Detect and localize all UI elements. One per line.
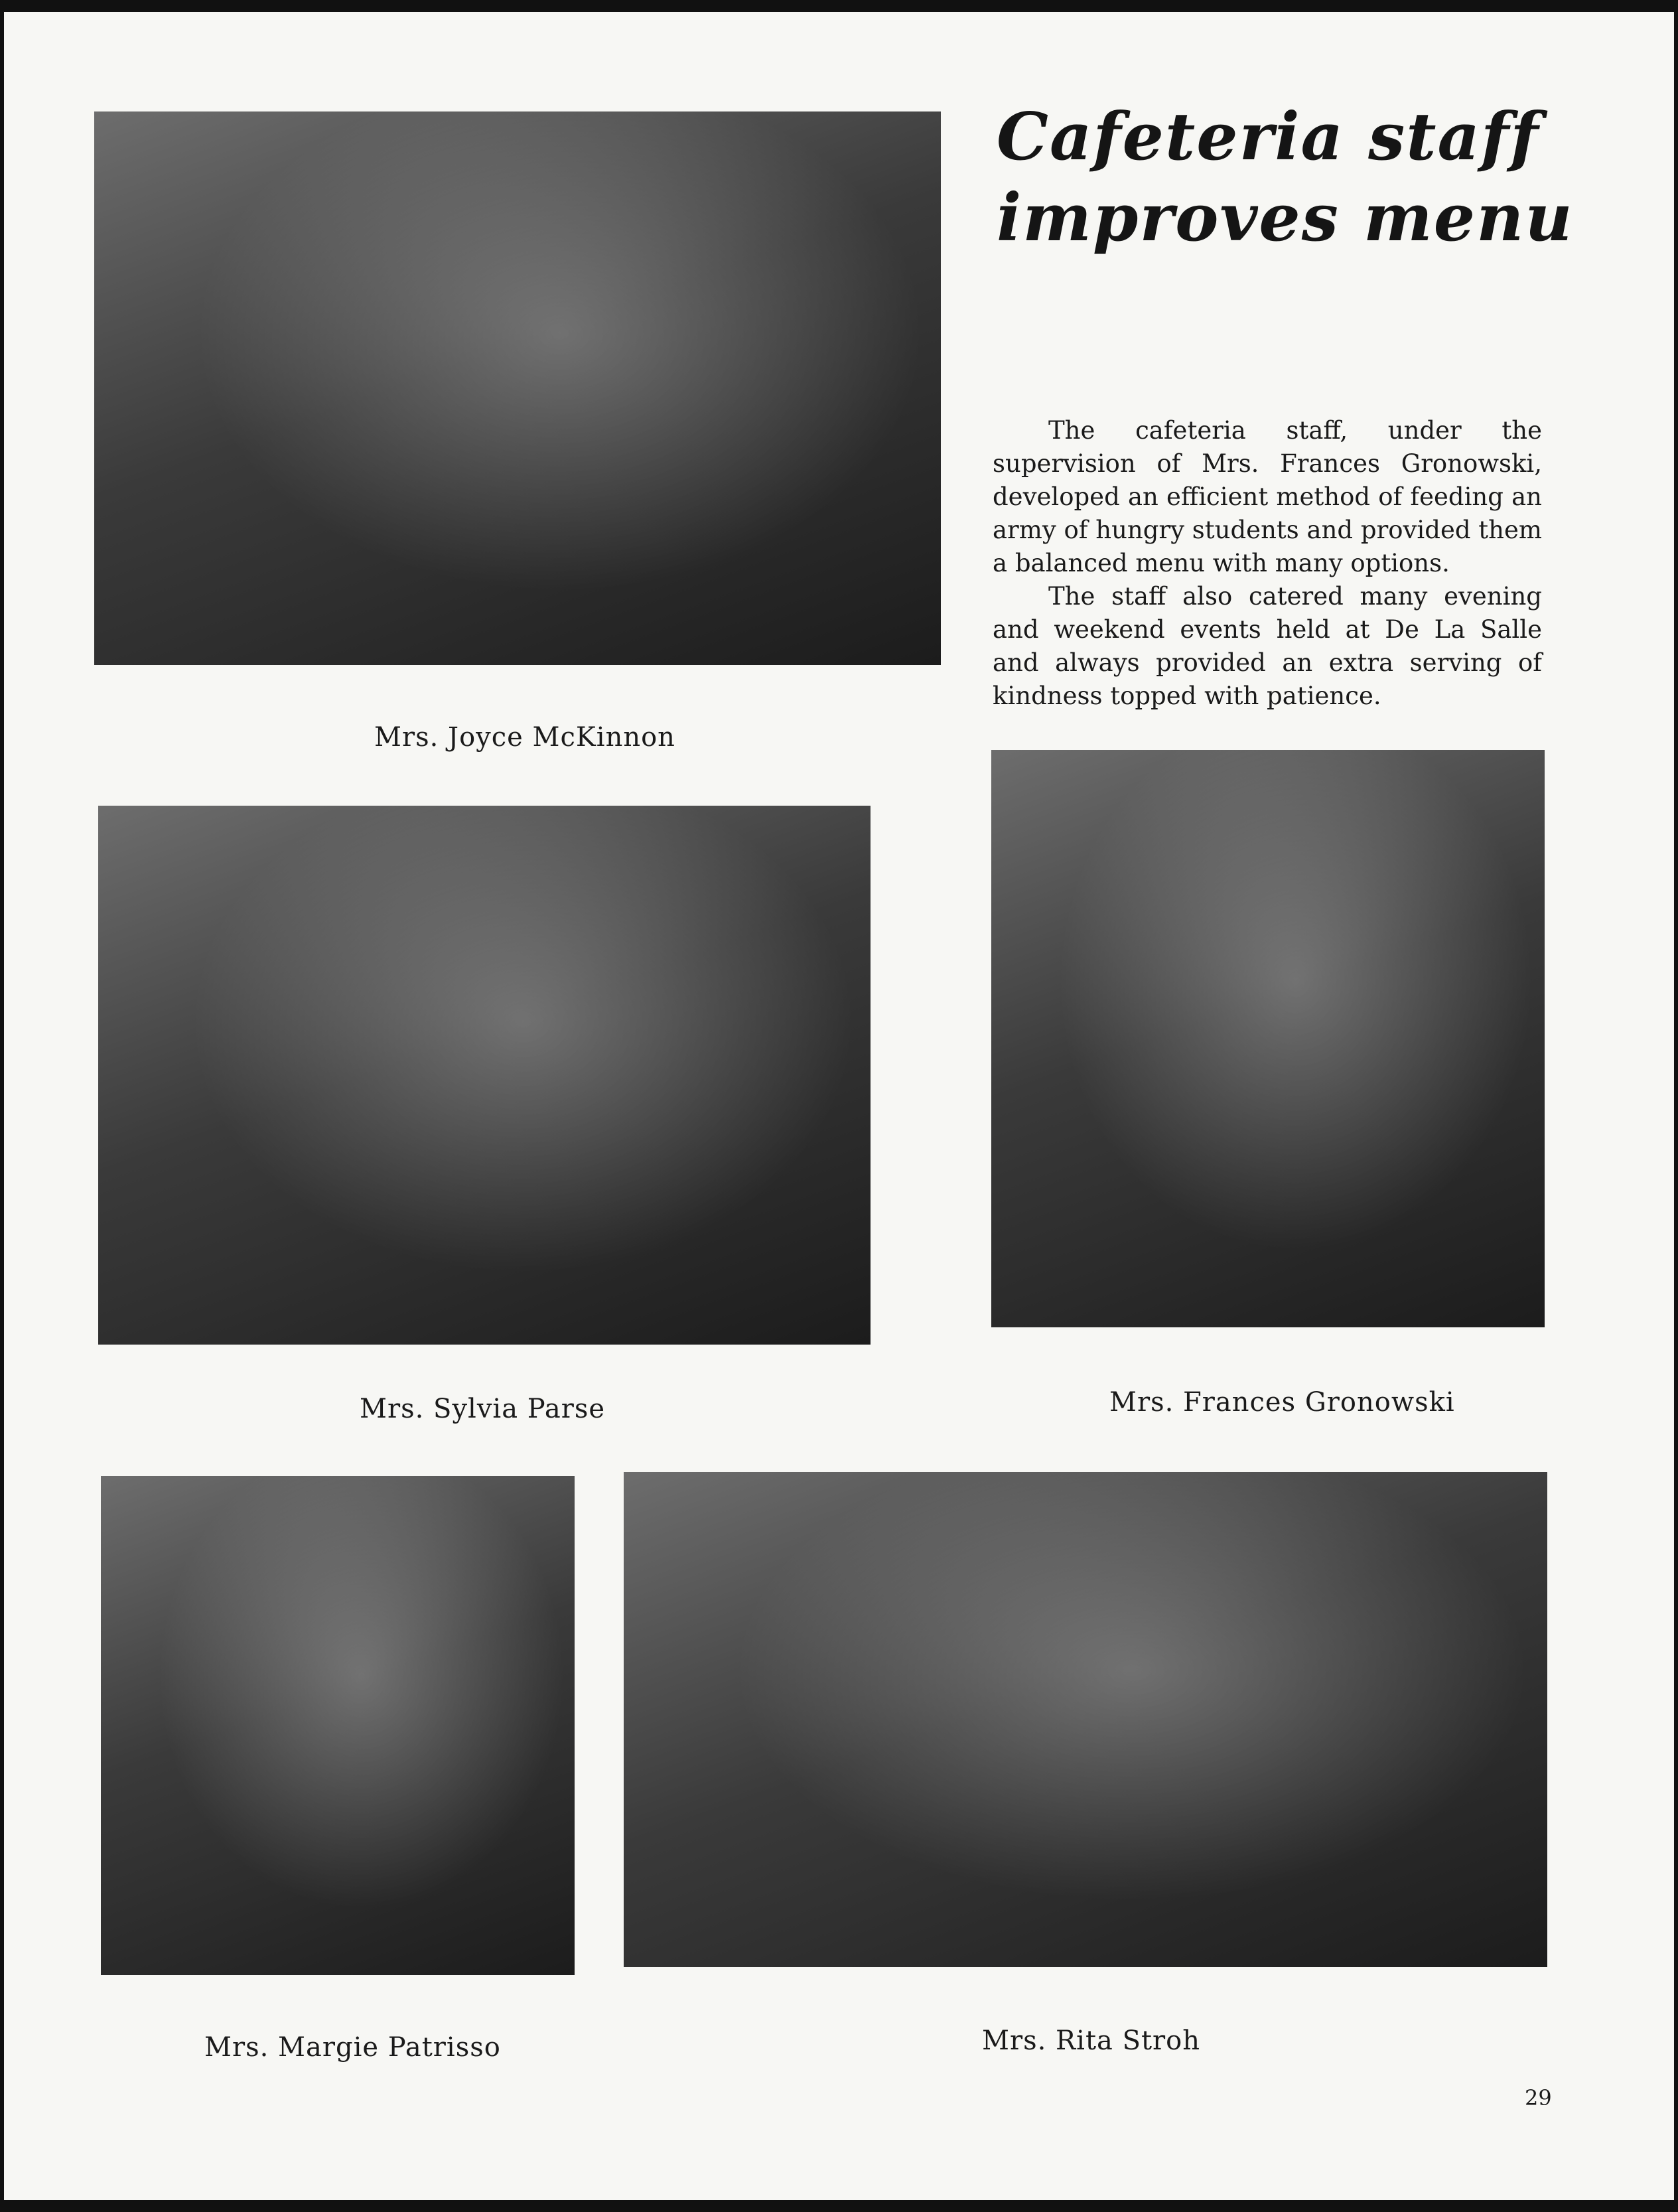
photo-frances-gronowski bbox=[991, 750, 1545, 1327]
page-number: 29 bbox=[1525, 2085, 1552, 2110]
photo-caption: Mrs. Rita Stroh bbox=[982, 2026, 1201, 2056]
photo-sylvia-parse bbox=[98, 806, 871, 1345]
photo-joyce-mckinnon bbox=[94, 111, 941, 665]
article-body bbox=[993, 414, 1542, 713]
article-title bbox=[997, 97, 1594, 259]
title-line-2: improves menu bbox=[997, 180, 1574, 256]
photo-rita-stroh bbox=[624, 1472, 1547, 1967]
article-paragraph: The staff also catered many evening and weekend events held at De La Salle and always provided an extra serving of kindness topped with patience. bbox=[993, 582, 1542, 710]
article-paragraph: The cafeteria staff, under the supervision of Mrs. Frances Gronowski, developed an efficient method of feeding an army of hungry students and provided them a balanced menu with many options. bbox=[993, 416, 1542, 577]
photo-caption: Mrs. Margie Patrisso bbox=[204, 2032, 501, 2063]
photo-margie-patrisso bbox=[101, 1476, 575, 1975]
title-line-1: Cafeteria staff bbox=[997, 99, 1540, 175]
yearbook-page bbox=[4, 12, 1674, 2200]
photo-caption: Mrs. Joyce McKinnon bbox=[374, 722, 675, 753]
photo-caption: Mrs. Sylvia Parse bbox=[360, 1394, 606, 1424]
photo-caption: Mrs. Frances Gronowski bbox=[1109, 1387, 1455, 1418]
